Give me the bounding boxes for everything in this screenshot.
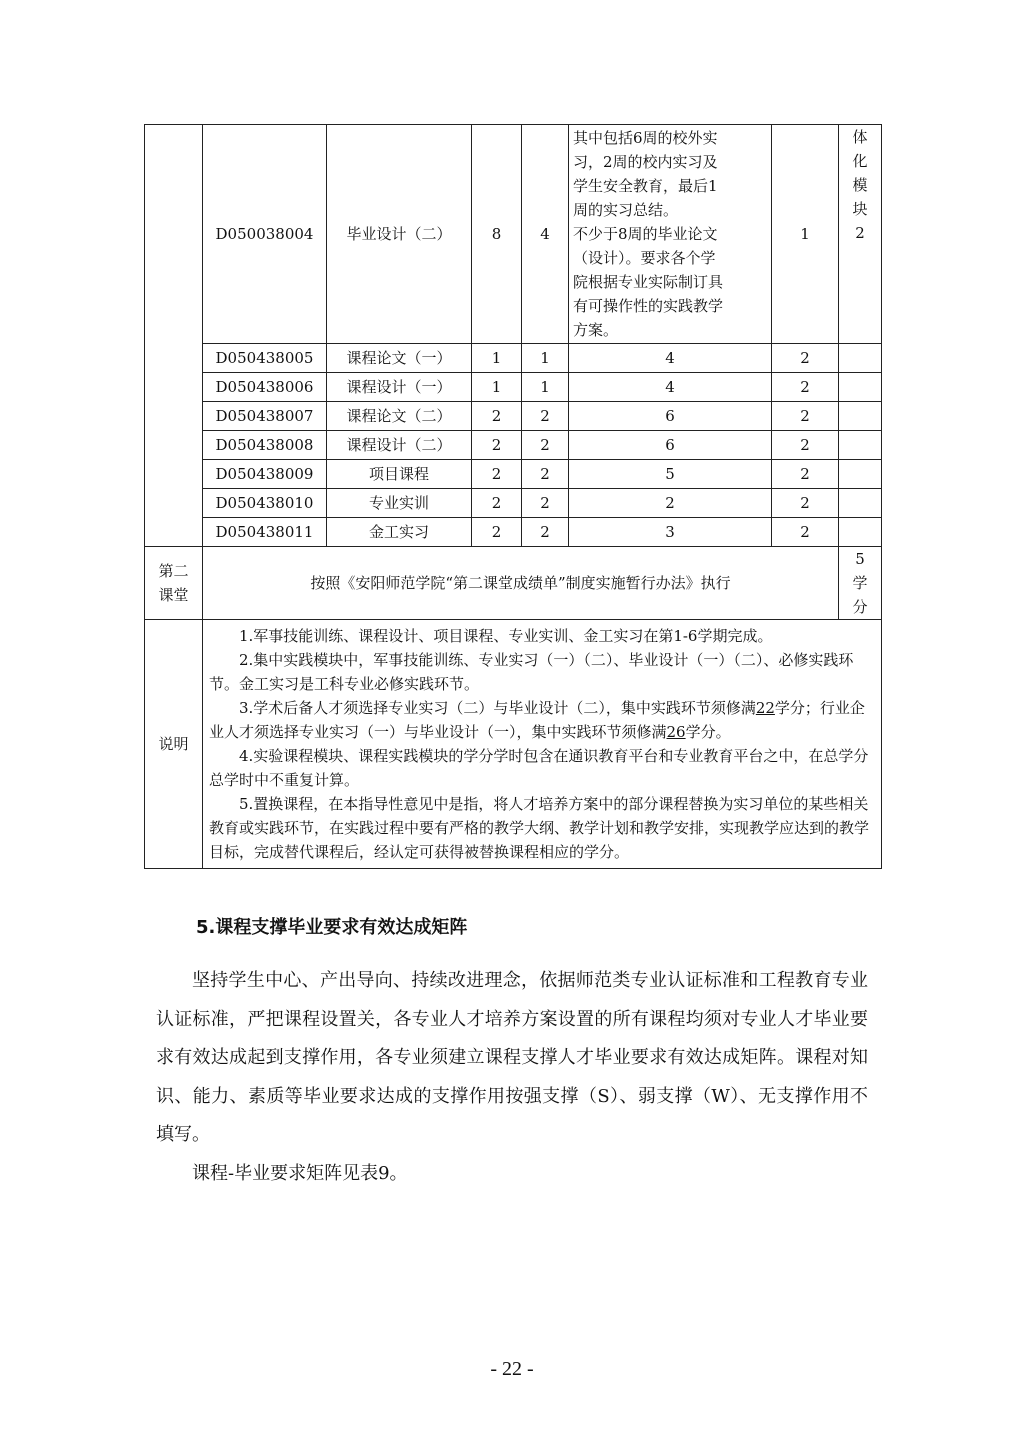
course-note: 2: [569, 489, 772, 518]
category-cell: [145, 125, 203, 547]
section-heading: 5.课程支撑毕业要求有效达成矩阵: [196, 917, 468, 938]
course-weeks: 2: [522, 489, 569, 518]
course-note: 3: [569, 518, 772, 547]
course-code: D050438010: [203, 489, 327, 518]
course-term: 1: [772, 125, 839, 344]
second-class-text: 按照《安阳师范学院“第二课堂成绩单”制度实施暂行办法》执行: [203, 547, 839, 620]
course-note: 其中包括6周的校外实 习，2周的校内实习及 学生安全教育，最后1 周的实习总结。 不少于8周的毕业论文 （设计）。要求各个学 院根据专业实际制订具 有可操作性的实践教学 方案。: [569, 125, 772, 344]
empty-cell: [839, 460, 882, 489]
module-label: 体 化 模 块 2: [839, 125, 882, 344]
course-credit: 1: [472, 344, 522, 373]
course-note: 6: [569, 402, 772, 431]
table-row: [145, 518, 882, 547]
explanation-text: [203, 620, 882, 869]
course-term: 2: [772, 518, 839, 547]
empty-cell: [839, 373, 882, 402]
body-paragraph: 课程-毕业要求矩阵见表9。: [192, 1162, 408, 1184]
table-row: [145, 125, 882, 344]
course-table: [144, 124, 882, 869]
course-code: D050438008: [203, 431, 327, 460]
course-weeks: 2: [522, 518, 569, 547]
empty-cell: [839, 344, 882, 373]
explanation-row: [145, 620, 882, 869]
page-number: - 22 -: [490, 1358, 534, 1380]
second-class-label: 第二 课堂: [145, 547, 203, 620]
course-name: 课程论文（二）: [327, 402, 472, 431]
course-name: 课程设计（二）: [327, 431, 472, 460]
course-weeks: 2: [522, 402, 569, 431]
course-weeks: 2: [522, 460, 569, 489]
section-body: [156, 962, 868, 1193]
course-name: 金工实习: [327, 518, 472, 547]
course-term: 2: [772, 460, 839, 489]
course-credit: 8: [472, 125, 522, 344]
explanation-item: 4.实验课程模块、课程实践模块的学分学时包含在通识教育平台和专业教育平台之中，在总学分总学时中不重复计算。: [209, 747, 869, 789]
course-name: 专业实训: [327, 489, 472, 518]
second-class-credit: 5 学 分: [839, 547, 882, 620]
course-name: 课程论文（一）: [327, 344, 472, 373]
course-weeks: 1: [522, 344, 569, 373]
table-row: [145, 344, 882, 373]
empty-cell: [839, 518, 882, 547]
course-term: 2: [772, 344, 839, 373]
explanation-item: 1.军事技能训练、课程设计、项目课程、专业实训、金工实习在第1-6学期完成。: [239, 627, 773, 645]
course-code: D050438006: [203, 373, 327, 402]
explanation-item: 3.学术后备人才须选择专业实习（二）与毕业设计（二），集中实践环节须修满22学分；行业企业人才须选择专业实习（一）与毕业设计（一），集中实践环节须修满26学分。: [209, 699, 865, 741]
course-note: 5: [569, 460, 772, 489]
course-note: 4: [569, 373, 772, 402]
course-note: 4: [569, 344, 772, 373]
course-credit: 2: [472, 431, 522, 460]
course-code: D050438005: [203, 344, 327, 373]
course-term: 2: [772, 489, 839, 518]
empty-cell: [839, 489, 882, 518]
course-name: 项目课程: [327, 460, 472, 489]
course-name: 课程设计（一）: [327, 373, 472, 402]
required-credits-industry: 26: [666, 723, 686, 741]
table-row: [145, 402, 882, 431]
body-paragraph: 坚持学生中心、产出导向、持续改进理念，依据师范类专业认证标准和工程教育专业认证标准，严把课程设置关，各专业人才培养方案设置的所有课程均须对专业人才毕业要求有效达成起到支撑作用，各专业须建立课程支撑人才毕业要求有效达成矩阵。课程对知识、能力、素质等毕业要求达成的支撑作用按强支撑（S）、弱支撑（W）、无支撑作用不填写。: [156, 970, 868, 1145]
empty-cell: [839, 431, 882, 460]
course-code: D050038004: [203, 125, 327, 344]
course-term: 2: [772, 431, 839, 460]
second-class-row: [145, 547, 882, 620]
course-credit: 1: [472, 373, 522, 402]
course-credit: 2: [472, 489, 522, 518]
explanation-item: 5.置换课程，在本指导性意见中是指，将人才培养方案中的部分课程替换为实习单位的某些相关教育或实践环节，在实践过程中要有严格的教学大纲、教学计划和教学安排，实现教学应达到的教学目标，完成替代课程后，经认定可获得被替换课程相应的学分。: [209, 795, 870, 861]
explanation-label: 说明: [145, 620, 203, 869]
course-name: 毕业设计（二）: [327, 125, 472, 344]
course-code: D050438009: [203, 460, 327, 489]
table-row: [145, 489, 882, 518]
course-term: 2: [772, 373, 839, 402]
course-weeks: 2: [522, 431, 569, 460]
course-weeks: 1: [522, 373, 569, 402]
course-note: 6: [569, 431, 772, 460]
course-credit: 2: [472, 460, 522, 489]
course-weeks: 4: [522, 125, 569, 344]
table-row: [145, 373, 882, 402]
course-term: 2: [772, 402, 839, 431]
course-code: D050438011: [203, 518, 327, 547]
empty-cell: [839, 402, 882, 431]
table-row: [145, 431, 882, 460]
course-credit: 2: [472, 518, 522, 547]
course-code: D050438007: [203, 402, 327, 431]
table-row: [145, 460, 882, 489]
required-credits-academic: 22: [755, 699, 775, 717]
course-credit: 2: [472, 402, 522, 431]
explanation-item: 2.集中实践模块中，军事技能训练、专业实习（一）（二）、毕业设计（一）（二）、必修实践环节。金工实习是工科专业必修实践环节。: [209, 651, 854, 693]
